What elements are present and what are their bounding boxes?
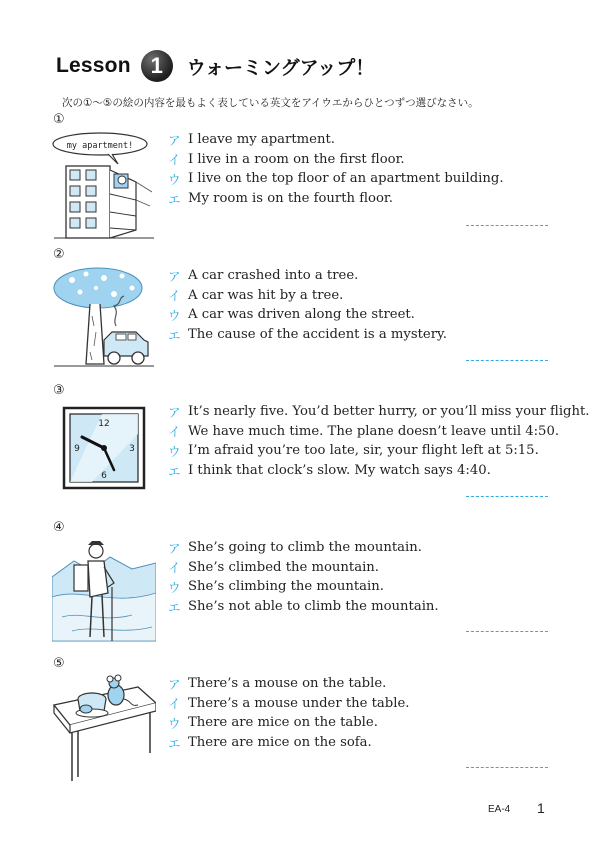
question-number-3: ③	[53, 383, 65, 398]
kana-label: イ	[168, 696, 181, 712]
kana-label: ウ	[168, 715, 181, 731]
question-2-options	[168, 266, 447, 344]
option-text: There are mice on the sofa.	[188, 735, 372, 751]
option-text: We have much time. The plane doesn’t leave until 4:50.	[188, 423, 560, 439]
kana-label: イ	[168, 152, 181, 168]
option-i[interactable]	[168, 150, 504, 170]
question-3-options	[168, 402, 589, 480]
lesson-title: ウォーミングアップ！	[186, 56, 375, 79]
question-number-4: ④	[53, 520, 65, 535]
option-text: There are mice on the table.	[188, 715, 378, 731]
kana-label: ア	[168, 540, 181, 556]
svg-text:9: 9	[74, 444, 80, 454]
lesson-number-badge: 1	[141, 50, 173, 82]
kana-label: イ	[168, 288, 181, 304]
option-i[interactable]	[168, 286, 447, 306]
option-u[interactable]	[168, 305, 447, 325]
lesson-header	[56, 46, 374, 86]
kana-label: ア	[168, 268, 181, 284]
option-i[interactable]	[168, 422, 589, 442]
option-text: She’s climbing the mountain.	[188, 579, 384, 595]
mountain-climber-illustration	[52, 537, 156, 647]
kana-label: ウ	[168, 443, 181, 459]
option-text: It’s nearly five. You’d better hurry, or you’ll miss your flight.	[188, 404, 590, 420]
option-a[interactable]	[168, 402, 589, 422]
speech-bubble-text: my apartment!	[66, 141, 134, 151]
option-a[interactable]	[168, 130, 504, 150]
option-text: I’m afraid you’re too late, sir, your flight left at 5:15.	[188, 443, 539, 459]
option-text: There’s a mouse under the table.	[188, 695, 410, 711]
page-number: 1	[537, 800, 545, 816]
option-text: The cause of the accident is a mystery.	[188, 327, 447, 343]
option-text: My room is on the fourth floor.	[188, 191, 393, 207]
svg-text:6: 6	[101, 471, 107, 481]
tree-car-illustration	[52, 266, 156, 376]
kana-label: エ	[168, 327, 181, 343]
option-text: I live in a room on the first floor.	[188, 151, 405, 167]
question-4-options	[168, 538, 439, 616]
kana-label: イ	[168, 424, 181, 440]
option-u[interactable]	[168, 577, 439, 597]
kana-label: エ	[168, 599, 181, 615]
page-code: EA-4	[488, 804, 511, 815]
option-a[interactable]	[168, 674, 409, 694]
lesson-label: Lesson	[56, 54, 131, 77]
option-text: There’s a mouse on the table.	[188, 676, 387, 692]
clock-illustration	[52, 404, 156, 496]
option-text: She’s going to climb the mountain.	[188, 540, 422, 556]
option-u[interactable]	[168, 441, 589, 461]
option-e[interactable]	[168, 733, 409, 753]
kana-label: ア	[168, 676, 181, 692]
answer-blank-1[interactable]	[466, 225, 548, 226]
mice-table-illustration	[52, 673, 156, 787]
option-a[interactable]	[168, 266, 447, 286]
kana-label: ウ	[168, 579, 181, 595]
option-text: A car was hit by a tree.	[188, 287, 344, 303]
answer-blank-2[interactable]	[466, 360, 548, 361]
option-text: I live on the top floor of an apartment building.	[188, 171, 504, 187]
option-text: A car crashed into a tree.	[188, 268, 359, 284]
question-number-5: ⑤	[53, 656, 65, 671]
answer-blank-5[interactable]	[466, 767, 548, 768]
option-u[interactable]	[168, 169, 504, 189]
option-text: A car was driven along the street.	[188, 307, 415, 323]
kana-label: エ	[168, 463, 181, 479]
question-number-1: ①	[53, 112, 65, 127]
kana-label: ウ	[168, 307, 181, 323]
answer-blank-4[interactable]	[466, 631, 548, 632]
kana-label: ア	[168, 404, 181, 420]
question-5-options	[168, 674, 409, 752]
option-u[interactable]	[168, 713, 409, 733]
option-e[interactable]	[168, 461, 589, 481]
svg-text:3: 3	[129, 444, 135, 454]
option-text: I leave my apartment.	[188, 132, 335, 148]
option-e[interactable]	[168, 189, 504, 209]
kana-label: イ	[168, 560, 181, 576]
option-text: She’s climbed the mountain.	[188, 559, 379, 575]
option-i[interactable]	[168, 558, 439, 578]
kana-label: ウ	[168, 171, 181, 187]
kana-label: ア	[168, 132, 181, 148]
option-text: I think that clock’s slow. My watch says 4:40.	[188, 463, 491, 479]
option-i[interactable]	[168, 694, 409, 714]
option-e[interactable]	[168, 597, 439, 617]
option-text: She’s not able to climb the mountain.	[188, 599, 439, 615]
instruction-text: 次の①～⑤の絵の内容を最もよく表している英文をアイウエからひとつずつ選びなさい。	[62, 97, 479, 109]
question-1-options	[168, 130, 504, 208]
apartment-illustration	[52, 130, 156, 246]
answer-blank-3[interactable]	[466, 496, 548, 497]
svg-text:12: 12	[98, 419, 110, 429]
kana-label: エ	[168, 735, 181, 751]
option-e[interactable]	[168, 325, 447, 345]
question-number-2: ②	[53, 247, 65, 262]
option-a[interactable]	[168, 538, 439, 558]
kana-label: エ	[168, 191, 181, 207]
